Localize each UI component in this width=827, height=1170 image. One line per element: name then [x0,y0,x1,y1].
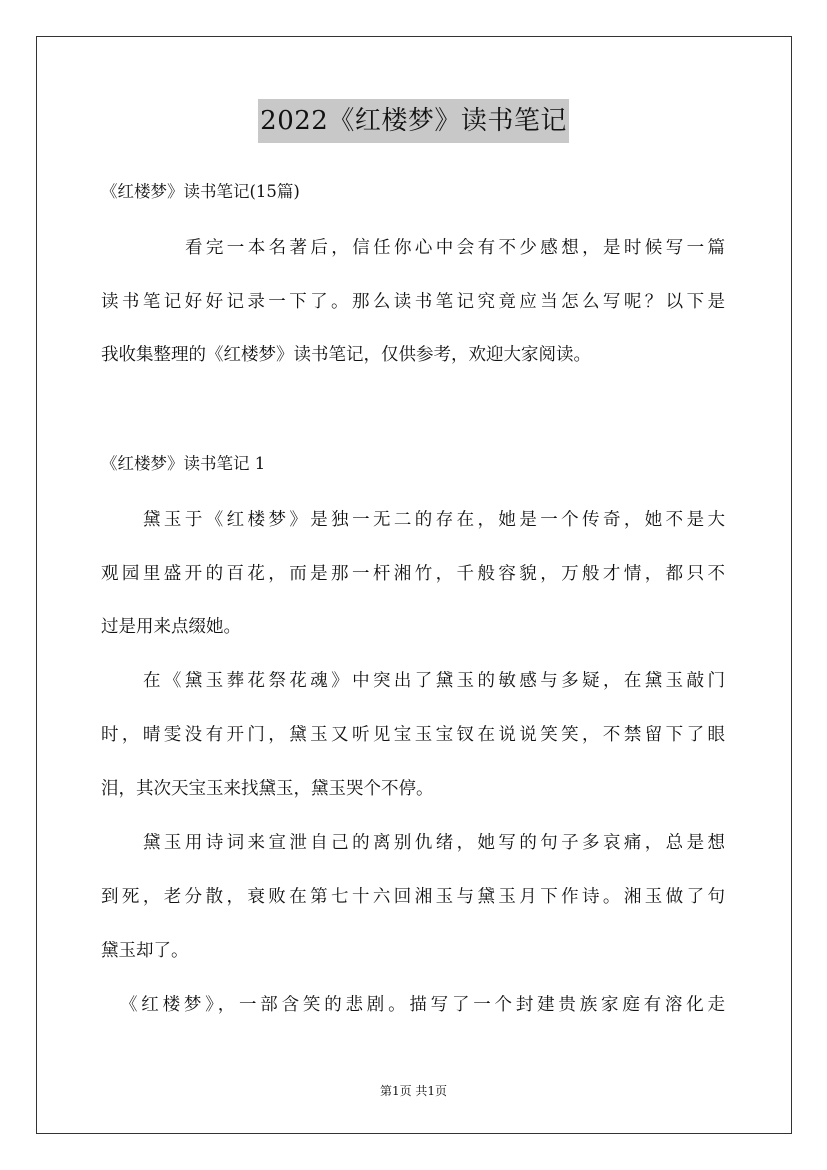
intro-line: 我收集整理的《红楼梦》读书笔记，仅供参考，欢迎大家阅读。 [101,345,591,365]
section-heading: 《红楼梦》读书笔记 1 [101,454,266,473]
paragraph-line: 黛玉用诗词来宣泄自己的离别仇绪，她写的句子多哀痛，总是想 [143,833,725,853]
paragraph-line: 黛玉却了。 [101,941,189,961]
paragraph-line: 黛玉于《红楼梦》是独一无二的存在，她是一个传奇，她不是大 [143,510,725,530]
intro-line: 读书笔记好好记录一下了。那么读书笔记究竟应当怎么写呢？以下是 [101,292,725,312]
intro-line: 看完一本名著后，信任你心中会有不少感想，是时候写一篇 [185,238,725,258]
document-title: 2022《红楼梦》读书笔记 [258,99,569,143]
paragraph-line: 在《黛玉葬花祭花魂》中突出了黛玉的敏感与多疑，在黛玉敲门 [143,671,725,691]
paragraph-line: 《红楼梦》，一部含笑的悲剧。描写了一个封建贵族家庭有溶化走 [120,995,725,1015]
page-footer: 第1页 共1页 [379,1084,448,1098]
paragraph-line: 泪，其次天宝玉来找黛玉，黛玉哭个不停。 [101,779,434,799]
paragraph-line: 过是用来点缀她。 [101,617,241,637]
document-subtitle: 《红楼梦》读书笔记(15篇) [101,182,300,201]
paragraph-line: 观园里盛开的百花，而是那一杆湘竹，千般容貌，万般才情，都只不 [101,564,725,584]
paragraph-line: 到死，老分散，衰败在第七十六回湘玉与黛玉月下作诗。湘玉做了句 [101,887,725,907]
title-container [0,99,827,143]
paragraph-line: 时，晴雯没有开门，黛玉又听见宝玉宝钗在说说笑笑，不禁留下了眼 [101,725,725,745]
